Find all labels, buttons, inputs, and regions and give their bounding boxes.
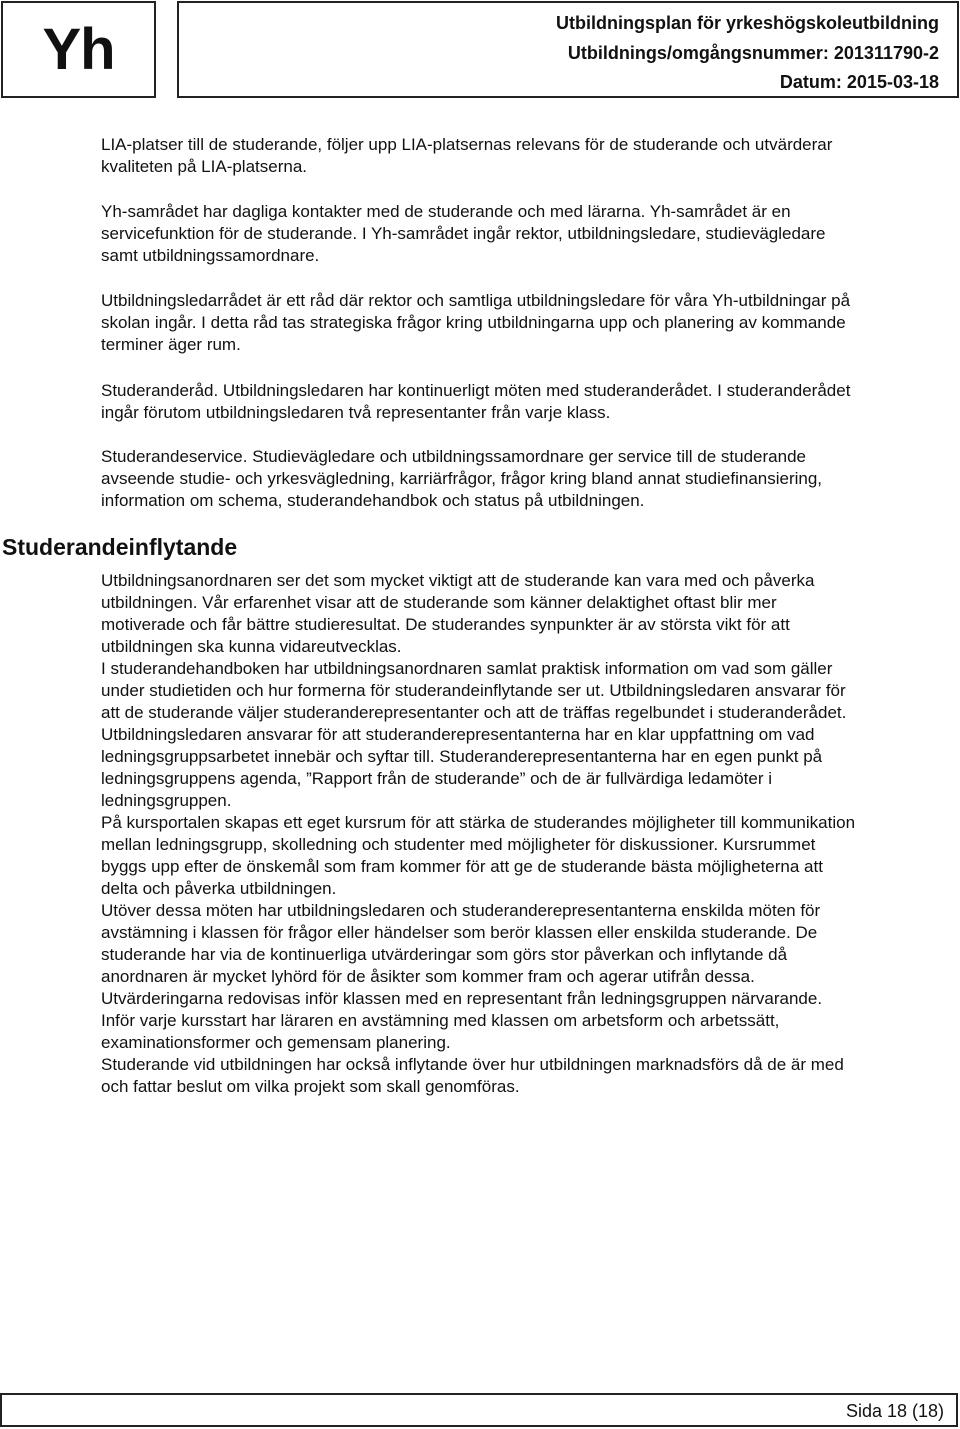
document-title: Utbildningsplan för yrkeshögskoleutbildning xyxy=(555,13,939,33)
paragraph-studerandeservice: Studerandeservice. Studievägledare och utbildningssamordnare ger service till de studerande avseende studie- och yrkesvägledning, karriärfrågor, frågor kring bland annat studiefinansiering, information om schema, studerandehandbok och status på utbildningen. xyxy=(101,447,823,510)
page-footer xyxy=(0,1393,958,1427)
document-info-box xyxy=(177,1,959,98)
paragraph-lia: LIA-platser till de studerande, följer upp LIA-platsernas relevans för de studerande och utvärderar kvaliteten på LIA-platserna. xyxy=(101,135,833,176)
program-number: Utbildnings/omgångsnummer: 201311790-2 xyxy=(567,43,939,63)
paragraph-studeranderad: Studeranderåd. Utbildningsledaren har kontinuerligt möten med studeranderådet. I studeranderådet ingår förutom utbildningsledaren två representanter från varje klass. xyxy=(101,381,851,422)
document-date: Datum: 2015-03-18 xyxy=(779,72,939,92)
page-number: Sida 18 (18) xyxy=(845,1401,944,1421)
paragraph-utbildningsledarradet: Utbildningsledarrådet är ett råd där rektor och samtliga utbildningsledare för våra Yh-utbildningar på skolan ingår. I detta råd tas strategiska frågor kring utbildningarna upp och planering av kommande terminer äger rum. xyxy=(101,291,851,354)
section-body-studerandeinflytande: Utbildningsanordnaren ser det som mycket viktigt att de studerande kan vara med och påverka utbildningen. Vår erfarenhet visar att de studerande som känner delaktighet oftast blir mer motiverade och får bättre studieresultat. De studerandes synpunkter är av största vikt för att utbildningen ska kunna vidareutvecklas. I studerandehandboken har utbildningsanordnaren samlat praktisk information om vad som gäller under studietiden och hur formerna för studerandeinflytande ser ut. Utbildningsledaren ansvarar för att de studerande väljer studeranderepresentanter och att de träffas regelbundet i studeranderådet. Utbildningsledaren ansvarar för att studeranderepresentanterna har en klar uppfattning om vad ledningsgruppsarbetet innebär och syftar till. Studeranderepresentanterna har en egen punkt på ledningsgruppens agenda, ”Rapport från de studerande” och de är fullvärdiga ledamöter i ledningsgruppen. På kursportalen skapas ett eget kursrum för att stärka de studerandes möjligheter till kommunikation mellan ledningsgrupp, skolledning och studenter med möjligheter för diskussioner. Kursrummet byggs upp efter de önskemål som fram kommer för att ge de studerande bästa möjligheterna att delta och påverka utbildningen. Utöver dessa möten har utbildningsledaren och studeranderepresentanterna enskilda möten för avstämning i klassen för frågor eller händelser som berör klassen eller enskilda studerande. De studerande har via de kontinuerliga utvärderingar som görs stor påverkan och inflytande då anordnaren är mycket lyhörd för de åsikter som kommer fram och agerar utifrån dessa. Utvärderingarna redovisas inför klassen med en representant från ledningsgruppen närvarande. Inför varje kursstart har läraren en avstämning med klassen om arbetsform och arbetssätt, examinationsformer och gemensam planering. Studerande vid utbildningen har också inflytande över hur utbildningen marknadsförs då de är med och fattar beslut om vilka projekt som skall genomföras. xyxy=(101,571,856,1096)
yh-logo: Yh xyxy=(42,17,115,82)
paragraph-yh-samradet: Yh-samrådet har dagliga kontakter med de studerande och med lärarna. Yh-samrådet är en servicefunktion för de studerande. I Yh-samrådet ingår rektor, utbildningsledare, studievägledare samt utbildningssamordnare. xyxy=(101,202,826,265)
page-header xyxy=(0,0,960,100)
section-heading-studerandeinflytande: Studerandeinflytande xyxy=(2,534,238,560)
logo-box xyxy=(1,1,156,98)
